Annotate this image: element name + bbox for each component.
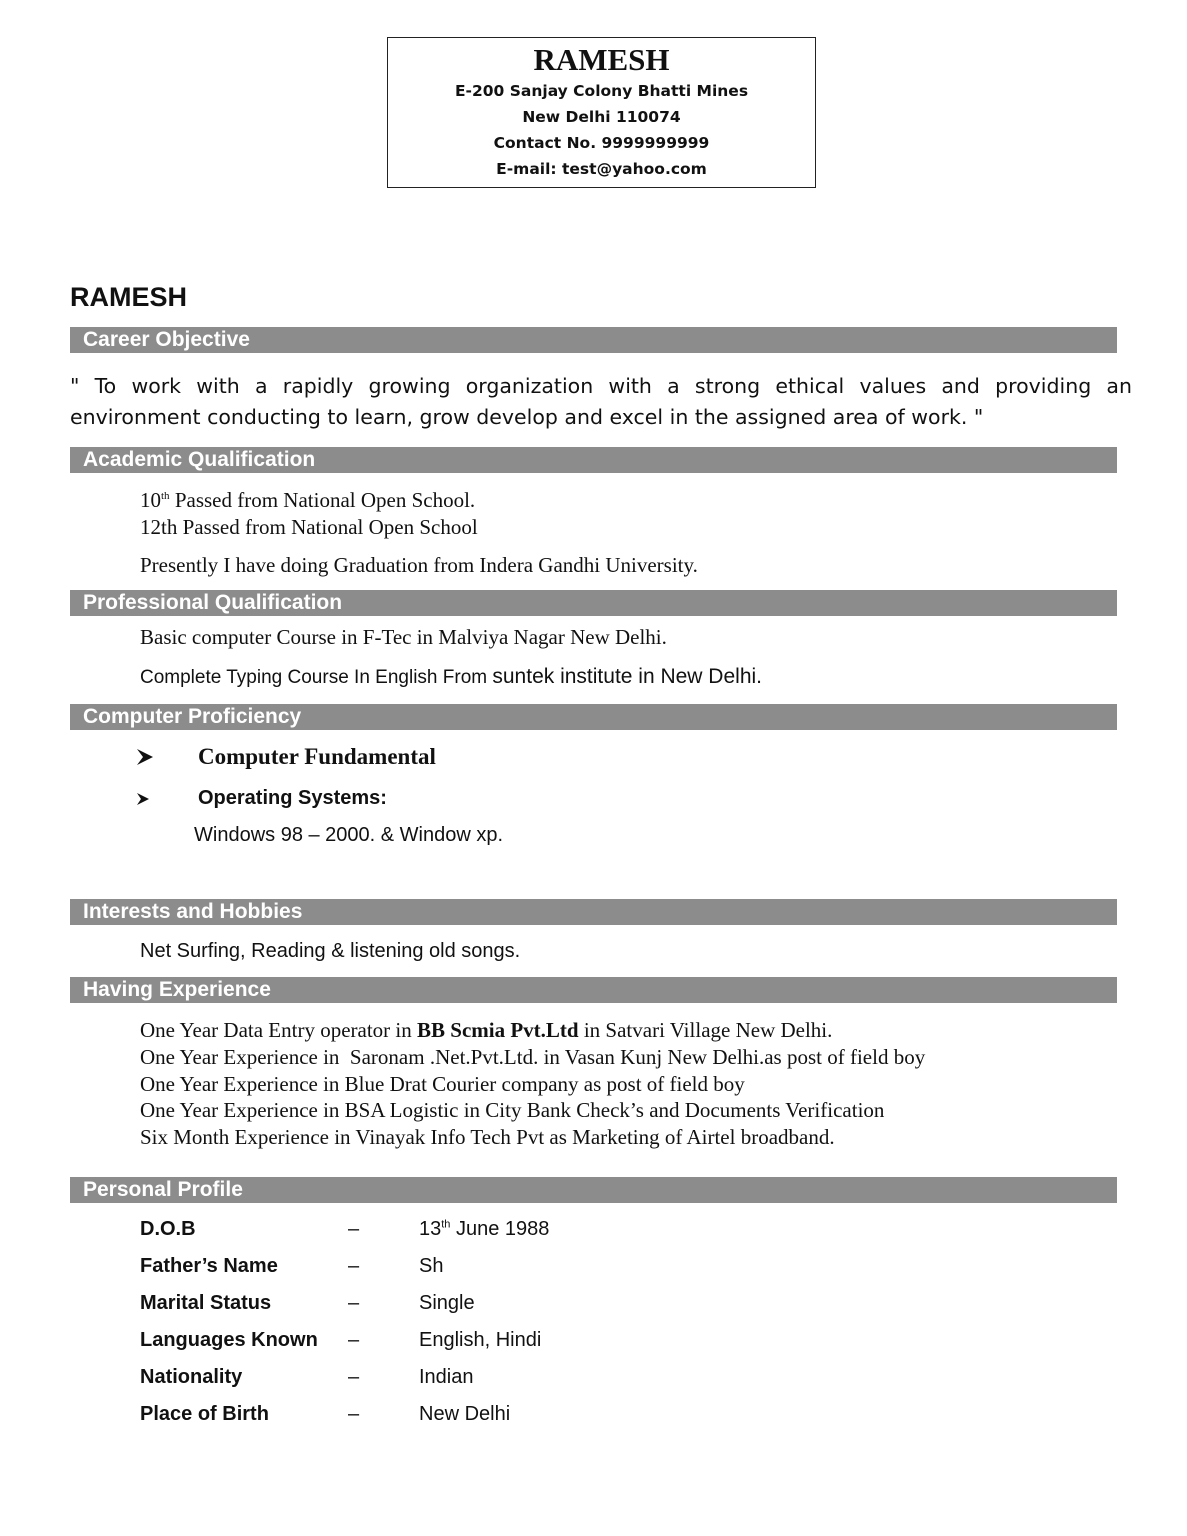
professional-item-computer-course: Basic computer Course in F-Tec in Malviya Nagar New Delhi. bbox=[140, 625, 667, 649]
profile-label: Languages Known bbox=[140, 1329, 318, 1351]
header-email: E-mail: test@yahoo.com bbox=[496, 160, 707, 178]
header-name: RAMESH bbox=[533, 42, 670, 77]
header-address-line2: New Delhi 110074 bbox=[522, 108, 681, 126]
section-bar-career-objective: Career Objective bbox=[70, 327, 1117, 353]
profile-label: Nationality bbox=[140, 1366, 243, 1388]
academic-item-10th: 10th Passed from National Open School. bbox=[140, 488, 476, 512]
profile-value: New Delhi bbox=[419, 1403, 511, 1425]
profile-label: Marital Status bbox=[140, 1292, 272, 1314]
computer-item-fundamental: Computer Fundamental bbox=[198, 744, 436, 769]
section-bar-personal: Personal Profile bbox=[70, 1177, 1117, 1203]
professional-item-typing-course: Complete Typing Course In English From suntek institute in New Delhi. bbox=[140, 665, 763, 688]
resume-name: RAMESH bbox=[70, 282, 188, 312]
profile-row-marital bbox=[140, 1292, 740, 1320]
profile-dash: – bbox=[348, 1292, 360, 1314]
computer-item-os: Operating Systems: bbox=[198, 787, 387, 809]
profile-label: Father’s Name bbox=[140, 1255, 278, 1277]
header-address-line1: E-200 Sanjay Colony Bhatti Mines bbox=[454, 82, 749, 100]
section-bar-computer: Computer Proficiency bbox=[70, 704, 1117, 730]
profile-value: Indian bbox=[419, 1366, 474, 1388]
experience-line-3: One Year Experience in Blue Drat Courier company as post of field boy bbox=[140, 1072, 745, 1096]
profile-row-dob bbox=[140, 1218, 740, 1246]
experience-line-2: One Year Experience in Saronam .Net.Pvt.Ltd. in Vasan Kunj New Delhi.as post of field boy bbox=[140, 1045, 926, 1069]
computer-item-os-detail: Windows 98 – 2000. & Window xp. bbox=[194, 824, 504, 846]
career-objective-text: " To work with a rapidly growing organization with a strong ethical values and providing an environment conducting to learn, grow develop and excel in the assigned area of work. " bbox=[70, 374, 1132, 429]
academic-item-graduation: Presently I have doing Graduation from Indera Gandhi University. bbox=[140, 553, 698, 577]
experience-line-4: One Year Experience in BSA Logistic in City Bank Check’s and Documents Verification bbox=[140, 1098, 885, 1122]
contact-header-box bbox=[387, 37, 816, 188]
profile-value: English, Hindi bbox=[419, 1329, 542, 1351]
arrowhead-bullet-icon bbox=[136, 748, 154, 766]
profile-dash: – bbox=[348, 1329, 360, 1351]
section-bar-professional: Professional Qualification bbox=[70, 590, 1117, 616]
section-bar-interests: Interests and Hobbies bbox=[70, 899, 1117, 925]
experience-line-5: Six Month Experience in Vinayak Info Tech Pvt as Marketing of Airtel broadband. bbox=[140, 1125, 835, 1149]
profile-row-nationality bbox=[140, 1366, 740, 1394]
section-bar-academic: Academic Qualification bbox=[70, 447, 1117, 473]
profile-row-languages bbox=[140, 1329, 740, 1357]
arrowhead-bullet-icon bbox=[136, 792, 150, 806]
profile-label: Place of Birth bbox=[140, 1403, 269, 1425]
interests-text: Net Surfing, Reading & listening old songs. bbox=[140, 940, 521, 962]
profile-dash: – bbox=[348, 1255, 360, 1277]
profile-row-birthplace bbox=[140, 1403, 740, 1431]
section-bar-experience: Having Experience bbox=[70, 977, 1117, 1003]
profile-label: D.O.B bbox=[140, 1218, 196, 1240]
experience-line-1: One Year Data Entry operator in BB Scmia Pvt.Ltd in Satvari Village New Delhi. bbox=[140, 1018, 833, 1042]
profile-dash: – bbox=[348, 1218, 360, 1240]
profile-value: Single bbox=[419, 1292, 475, 1314]
profile-value: 13th June 1988 bbox=[419, 1218, 550, 1240]
profile-row-father bbox=[140, 1255, 740, 1283]
academic-item-12th: 12th Passed from National Open School bbox=[140, 515, 478, 539]
profile-value: Sh bbox=[419, 1255, 444, 1277]
profile-dash: – bbox=[348, 1403, 360, 1425]
header-contact: Contact No. 9999999999 bbox=[493, 134, 710, 152]
profile-dash: – bbox=[348, 1366, 360, 1388]
